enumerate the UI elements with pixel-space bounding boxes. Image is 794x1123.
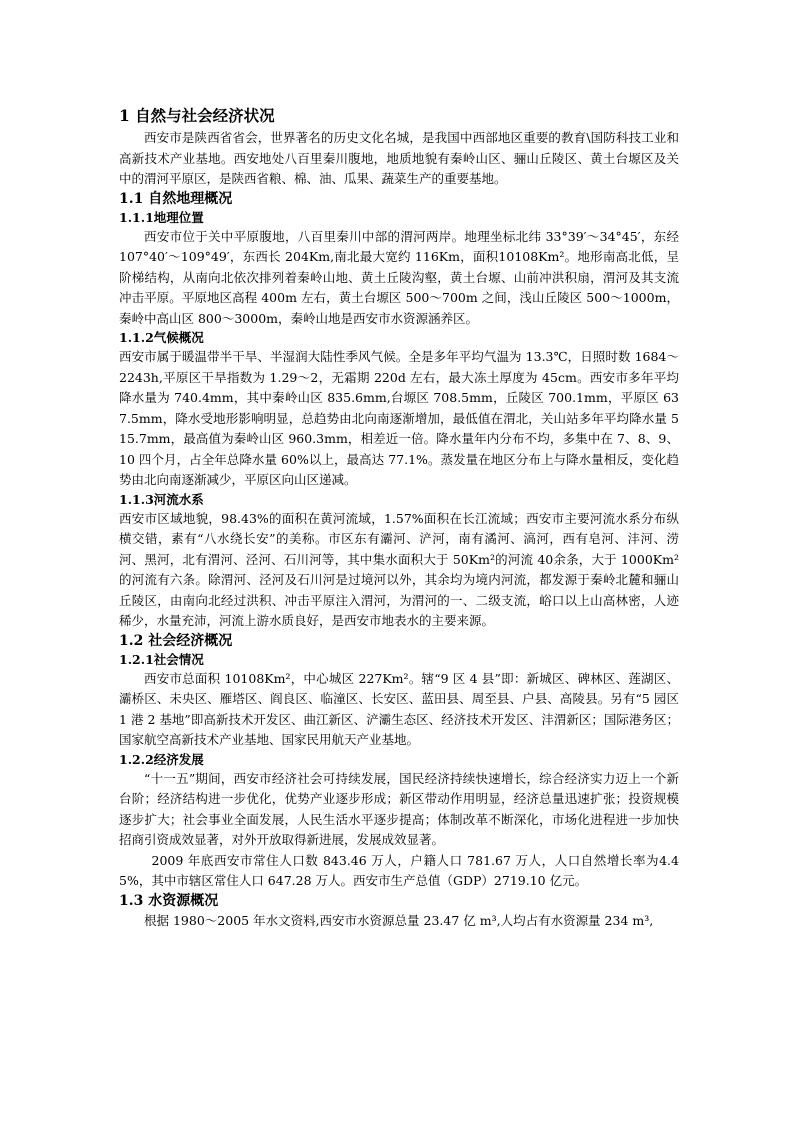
section-1-intro-paragraph: 西安市是陕西省省会，世界著名的历史文化名城，是我国中西部地区重要的教育\国防科技工业和高新技术产业基地。西安地处八百里秦川腹地，地质地貌有秦岭山区、骊山丘陵区、黄土台塬区及关中的渭河平原区，是陕西省粮、棉、油、瓜果、蔬菜生产的重要基地。 [119,130,679,186]
rivers-paragraph: 西安市区域地貌，98.43%的面积在黄河流域，1.57%面积在长江流域；西安市主要河流水系分布纵横交错，素有“八水绕长安”的美称。市区东有灞河、浐河，南有潏河、滈河，西有皂河、沣河、涝河、黑河，北有渭河、泾河、石川河等，其中集水面积大于 50Km²的河流 40余条，大于 1000Km²的河流有六条。除渭河、泾河及石川河是过境河以外，其余均为境内河流，都发源于秦岭北麓和骊山丘陵区，由南向北经过洪积、冲击平原注入渭河，为渭河的一、二级支流，峪口以上山高林密，人迹稀少，水量充沛，河流上游水质良好，是西安市地表水的主要来源。 [119,510,679,628]
section-1-2-1-heading: 1.2.1社会情况 [119,651,204,667]
economy-paragraph: “十一五”期间，西安市经济社会可持续发展，国民经济持续快速增长，综合经济实力迈上一个新台阶；经济结构进一步优化，优势产业逐步形成；新区带动作用明显，经济总量迅速扩张；投资规模逐步扩大；社会事业全面发展，人民生活水平逐步提高；体制改革不断深化，市场化进程进一步加快 招商引资成效显著，对外开放取得新进展，发展成效显著。 [119,770,679,847]
population-paragraph: 2009 年底西安市常住人口数 843.46 万人，户籍人口 781.67 万人，人口自然增长率为4.45%，其中市辖区常住人口 647.28 万人。西安市生产总值（GDP）2719.10 亿元。 [119,852,679,888]
section-1-2-2-heading: 1.2.2经济发展 [119,751,204,767]
section-1-2-heading: 1.2 社会经济概况 [119,632,233,649]
document-body [119,106,679,931]
society-paragraph: 西安市总面积 10108Km²，中心城区 227Km²。辖“9 区 4 县”即：新城区、碑林区、莲湖区、灞桥区、未央区、雁塔区、阎良区、临潼区、长安区、蓝田县、周至县、户县、高陵县。另有“5 园区 1 港 2 基地”即高新技术开发区、曲江新区、浐灞生态区、经济技术开发区、沣渭新区；国际港务区；国家航空高新技术产业基地、国家民用航天产业基地。 [119,670,679,747]
section-1-1-3-heading: 1.1.3河流水系 [119,491,204,507]
section-1-1-heading: 1.1 自然地理概况 [119,190,233,207]
section-1-3-heading: 1.3 水资源概况 [119,892,219,909]
geography-paragraph: 西安市位于关中平原腹地，八百里秦川中部的渭河两岸。地理坐标北纬 33°39′～34°45′，东经 107°40′～109°49′，东西长 204Km,南北最大宽约 116Km，面积10108Km²。地形南高北低，呈阶梯结构，从南向北依次排列着秦岭山地、黄土丘陵沟壑，黄土台塬、山前冲洪积扇，渭河及其支流冲击平原。平原地区高程 400m 左右，黄土台塬区 500～700m 之间，浅山丘陵区 500～1000m，秦岭中高山区 800～3000m，秦岭山地是西安市水资源涵养区。 [119,228,679,326]
water-resources-paragraph: 根据 1980～2005 年水文资料,西安市水资源总量 23.47 亿 m³,人均占有水资源量 234 m³, [144,912,654,928]
section-1-heading: 1 自然与社会经济状况 [119,106,275,125]
section-1-1-2-heading: 1.1.2气候概况 [119,330,204,345]
climate-paragraph: 西安市属于暖温带半干旱、半湿润大陆性季风气候。全是多年平均气温为 13.3℃，日照时数 1684～2243h,平原区干旱指数为 1.29～2，无霜期 220d 左右，最大冻土厚度为 45cm。西安市多年平均降水量为 740.4mm，其中秦岭山区 835.6mm,台塬区 708.5mm，丘陵区 700.1mm，平原区 637.5mm，降水受地形影响明显，总趋势由北向南逐渐增加，最低值在渭北，关山站多年平均降水量 515.7mm，最高值为秦岭山区 960.3mm，相差近一倍。降水量年内分布不均，多集中在 7、8、9、10 四个月，占全年总降水量 60%以上，最高达 77.1%。蒸发量在地区分布上与降水量相反，变化趋势由北向南逐渐减少，平原区向山区递减。 [119,349,679,487]
section-1-1-1-heading: 1.1.1地理位置 [119,209,204,225]
